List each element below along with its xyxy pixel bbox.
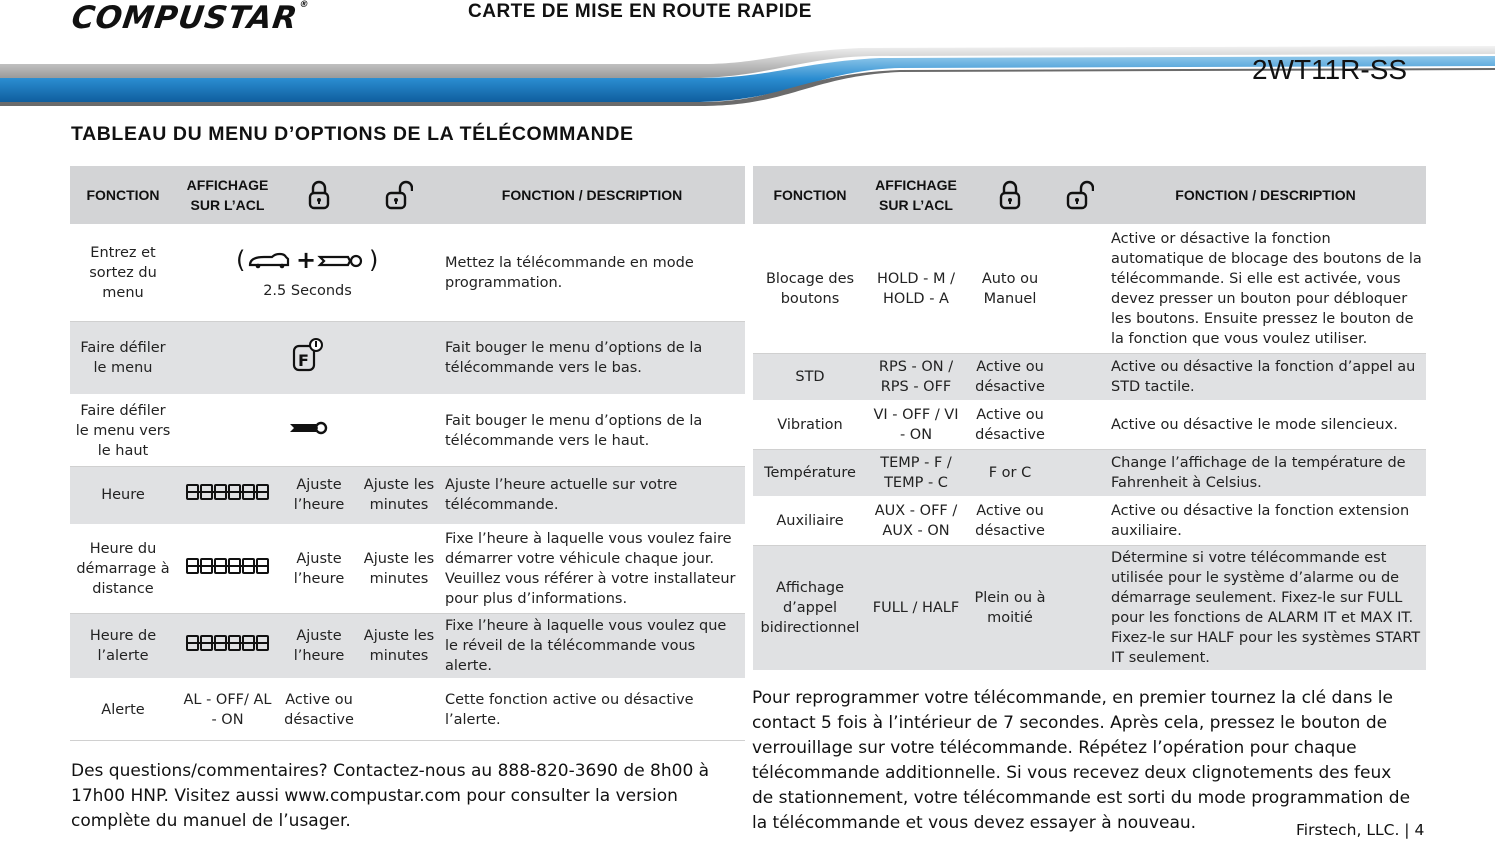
row-description: Fait bouger le menu d’options de la télécommande vers le bas. [439,321,745,395]
row-lock-action: Active ou désactive [965,353,1055,401]
row-description: Détermine si votre télécommande est utilisée pour le système d’alarme ou de démarrage seulement. Fixez-le sur FULL pour les fonctions de ALARM IT et MAX IT. Fixez-le sur HALF pour les systèmes START IT seulement. [1105,545,1426,671]
lock-plus-trunk-icon [236,245,380,275]
options-table-left [70,166,745,741]
section-title: TABLEAU DU MENU D’OPTIONS DE LA TÉLÉCOMMANDE [71,123,634,145]
row-unlock-action [1055,353,1105,401]
header-affichage: AFFICHAGE SUR L’ACL [867,166,965,225]
row-display: FULL / HALF [867,545,965,671]
row-unlock-action [359,679,439,741]
row-description: Active or désactive la fonction automatique de blocage des boutons de la télécommande. Si elle est activée, vous devez presser un bouton pour débloquer les boutons. Ensuite pressez le bouton de la fonction que vous voulez utiliser. [1105,225,1426,353]
row-lock-action: Ajuste l’heure [279,525,359,613]
row-display [176,321,439,395]
row-description: Mettez la télécommande en mode programmation. [439,225,745,321]
row-fonction: Faire défiler le menu [70,321,176,395]
header-fonction: FONCTION [70,166,176,225]
row-description: Active ou désactive la fonction d’appel au STD tactile. [1105,353,1426,401]
table-row [753,497,1426,545]
table-row [753,353,1426,401]
row-display: AUX - OFF / AUX - ON [867,497,965,545]
table-row [753,545,1426,671]
row-description: Fait bouger le menu d’options de la télécommande vers le haut. [439,395,745,466]
table-row [70,321,745,395]
card-title: CARTE DE MISE EN ROUTE RAPIDE [468,1,812,22]
row-description: Active ou désactive le mode silencieux. [1105,401,1426,449]
row-fonction: Faire défiler le menu vers le haut [70,395,176,466]
row-fonction: Température [753,449,867,497]
row-description: Active ou désactive la fonction extension auxiliaire. [1105,497,1426,545]
row-fonction: Alerte [70,679,176,741]
row-fonction: Affichage d’appel bidirectionnel [753,545,867,671]
unlock-icon [385,180,413,210]
lock-icon [999,180,1021,210]
header-affichage: AFFICHAGE SUR L’ACL [176,166,279,225]
row-fonction: Vibration [753,401,867,449]
row-unlock-action [1055,545,1105,671]
table-row [70,525,745,613]
row-unlock-action: Ajuste les minutes [359,525,439,613]
row-fonction: Heure de l’alerte [70,613,176,679]
row-unlock-action [1055,497,1105,545]
header-unlock [359,166,439,225]
row-fonction: Auxiliaire [753,497,867,545]
table-header-row [753,166,1426,225]
row-lock-action: Auto ou Manuel [965,225,1055,353]
header-lock [279,166,359,225]
header-unlock [1055,166,1105,225]
header-lock [965,166,1055,225]
table-row [70,613,745,679]
header-fonction: FONCTION [753,166,867,225]
row-unlock-action: Ajuste les minutes [359,466,439,525]
f-button-icon [290,336,326,374]
row-display: TEMP - F / TEMP - C [867,449,965,497]
row-lock-action: Active ou désactive [965,497,1055,545]
svg-text:(: ( [235,246,245,275]
row-unlock-action [1055,449,1105,497]
table-row [70,395,745,466]
svg-text:+: + [295,246,316,275]
row-fonction: Blocage des boutons [753,225,867,353]
reprogram-paragraph: Pour reprogrammer votre télécommande, en premier tournez la clé dans le contact 5 fois à l’intérieur de 7 secondes. Après cela, pressez le bouton de verrouillage sur votre télécommande. Répétez l’opération pour chaque télécommande additionnelle. Si vous recevez deux clignotements des feux de stationnement, votre télécommande est sorti du mode programmation de la télécommande et vous devez essayer à nouveau. [752,688,1411,833]
row-display: HOLD - M / HOLD - A [867,225,965,353]
questions-paragraph: Des questions/commentaires? Contactez-nous au 888-820-3690 de 8h00 à 17h00 HNP. Visitez aussi www.compustar.com pour consulter la version complète du manuel de l’usager. [71,761,710,831]
row-fonction: STD [753,353,867,401]
row-fonction: Entrez et sortez du menu [70,225,176,321]
row-description: Ajuste l’heure actuelle sur votre télécommande. [439,466,745,525]
row-lock-action: Plein ou à moitié [965,545,1055,671]
row-display: AL - OFF/ AL - ON [176,679,279,741]
brand-name: COMPUSTAR [69,0,301,36]
row-lock-action: Ajuste l’heure [279,613,359,679]
row-fonction: Heure du démarrage à distance [70,525,176,613]
row-display: VI - OFF / VI - ON [867,401,965,449]
row-display [176,395,439,466]
compustar-logo: COMPUSTAR® [69,0,311,36]
table-row [70,466,745,525]
table-row [753,225,1426,353]
lock-icon [308,180,330,210]
lcd-digits-icon [186,557,270,575]
model-number: 2WT11R-SS [1252,54,1408,85]
hold-duration: 2.5 Seconds [263,283,352,300]
page-footer: Firstech, LLC. | 4 [1296,821,1425,839]
row-description: Fixe l’heure à laquelle vous voulez que le réveil de la télécommande vous alerte. [439,613,745,679]
row-unlock-action: Ajuste les minutes [359,613,439,679]
svg-text:): ) [368,246,378,275]
table-row [753,401,1426,449]
row-description: Change l’affichage de la température de Fahrenheit à Celsius. [1105,449,1426,497]
row-display [176,466,279,525]
row-display [176,525,279,613]
trunk-icon [288,419,328,437]
row-display [176,225,439,321]
unlock-icon [1066,180,1094,210]
svg-text:F: F [297,350,309,370]
row-display: RPS - ON / RPS - OFF [867,353,965,401]
row-unlock-action [1055,225,1105,353]
row-lock-action: Ajuste l’heure [279,466,359,525]
header-description: FONCTION / DESCRIPTION [439,166,745,225]
row-description: Cette fonction active ou désactive l’alerte. [439,679,745,741]
options-table-right [753,166,1426,672]
row-display [176,613,279,679]
row-lock-action: Active ou désactive [965,401,1055,449]
lcd-digits-icon [186,634,270,652]
table-row [70,679,745,741]
row-lock-action: F or C [965,449,1055,497]
lcd-digits-icon [186,483,270,501]
row-unlock-action [1055,401,1105,449]
table-row [753,449,1426,497]
header-description: FONCTION / DESCRIPTION [1105,166,1426,225]
table-header-row [70,166,745,225]
row-fonction: Heure [70,466,176,525]
row-lock-action: Active ou désactive [279,679,359,741]
row-description: Fixe l’heure à laquelle vous voulez faire démarrer votre véhicule chaque jour. Veuillez vous référer à votre installateur pour plus d’informations. [439,525,745,613]
table-row [70,225,745,321]
